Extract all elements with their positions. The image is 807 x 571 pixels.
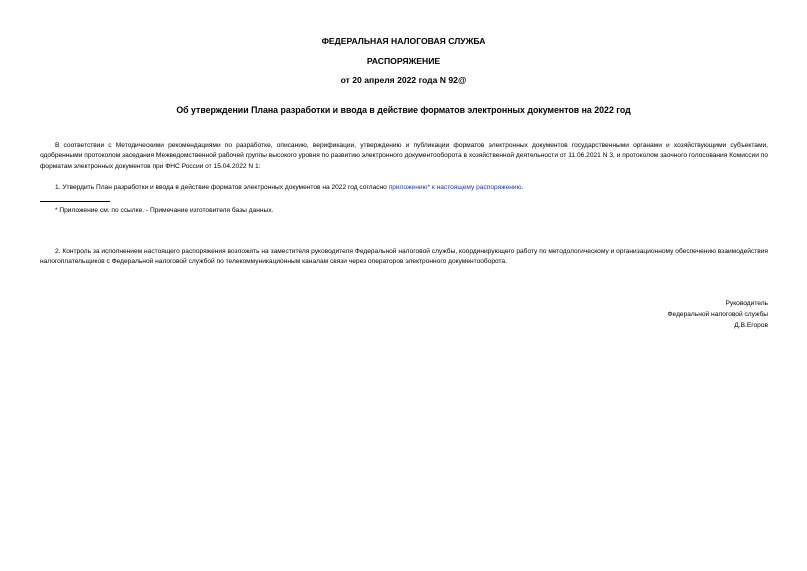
appendix-link[interactable]: приложению* к настоящему распоряжению [388, 184, 522, 191]
signature-organization: Федеральной налоговой службы [667, 311, 768, 318]
item-2-paragraph: 2. Контроль за исполнением настоящего распоряжения возложить на заместителя руководителя Федеральной налоговой службы, координирующего работу по методологическому и организационному обеспечению взаимодействия налогоплательщиков с Федеральной налоговой службой по телекоммуникационным каналам связи через операторов электронного документооборота. [40, 248, 768, 266]
agency-name: ФЕДЕРАЛЬНАЯ НАЛОГОВАЯ СЛУЖБА [321, 36, 486, 46]
document-subject: Об утверждении Плана разработки и ввода в действие форматов электронных документов на 2022 год [176, 105, 631, 115]
document-type: РАСПОРЯЖЕНИЕ [366, 56, 441, 66]
footnote-text: * Приложение см. по ссылке. - Примечание изготовителя базы данных. [55, 207, 274, 214]
item-1-paragraph [40, 183, 768, 193]
signature-name: Д.В.Егоров [734, 322, 768, 329]
item-1-text: 1. Утвердить План разработки и ввода в действие форматов электронных документов на 2022 год согласно [55, 184, 389, 191]
signature-title: Руководитель [725, 300, 768, 307]
item-1-end: . [521, 184, 524, 191]
footnote-divider [40, 201, 110, 202]
document-date-number: от 20 апреля 2022 года N 92@ [340, 75, 467, 85]
intro-paragraph: В соответствии с Методическими рекомендациями по разработке, описанию, верификации, утверждению и публикации форматов электронных документов государственными органами и хозяйствующими субъектами, одобренными протоколом заседания Межведомственной рабочей группы высокого уровня по развитию электронного документооборота в хозяйственной деятельности от 11.06.2021 N 3, и протоколом заочного голосования Комиссии по форматам электронных документов при ФНС России от 15.04.2022 N 1: [40, 142, 768, 170]
